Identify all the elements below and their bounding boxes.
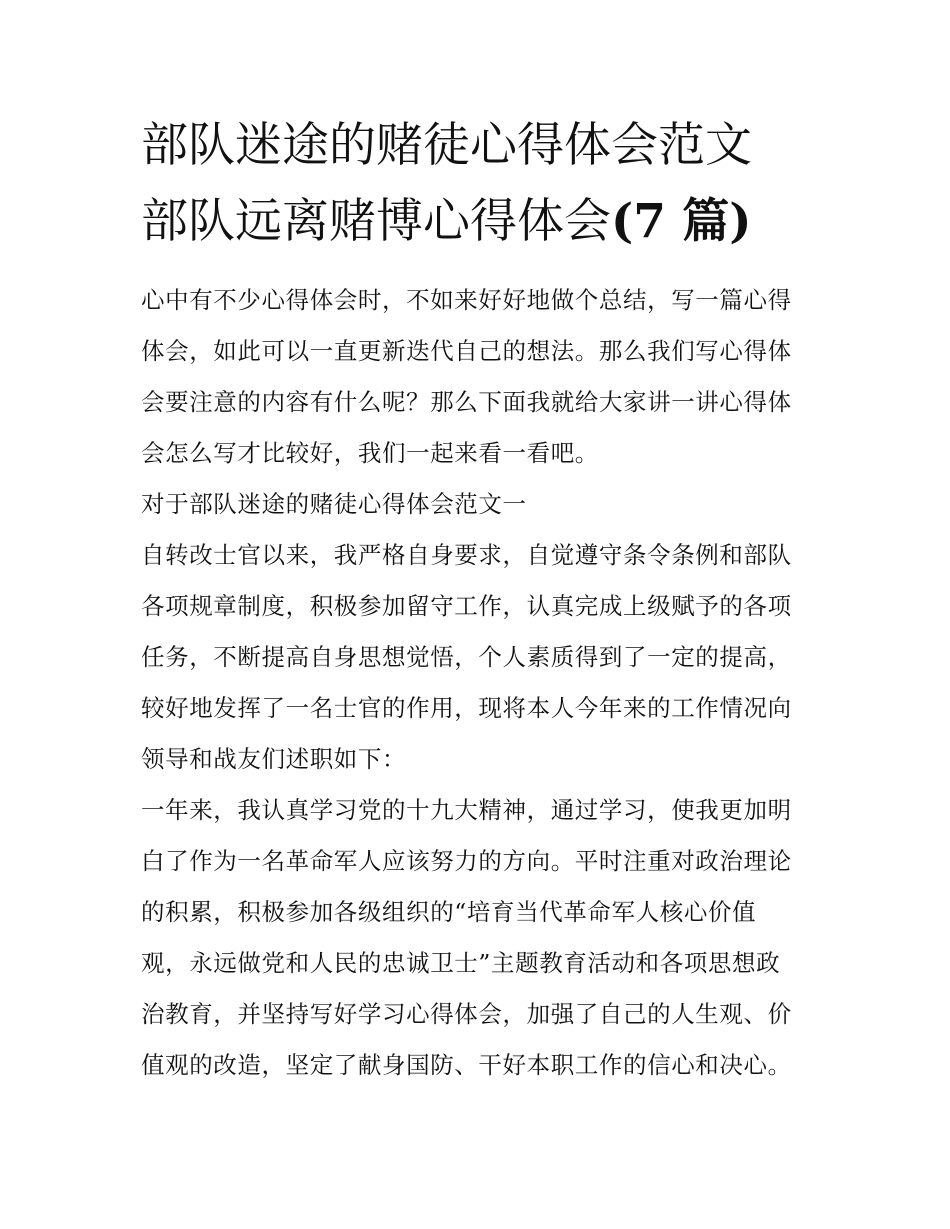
body-line: 会怎么写才比较好，我们一起来看一看吧。 <box>141 439 599 467</box>
body-line: 治教育，并坚持写好学习心得体会，加强了自己的人生观、价 <box>141 1000 792 1028</box>
document-title-line-2 <box>141 194 821 250</box>
body-line: 任务，不断提高自身思想觉悟，个人素质得到了一定的提高， <box>141 643 792 671</box>
body-line: 各项规章制度，积极参加留守工作，认真完成上级赋予的各项 <box>141 592 792 620</box>
body-line: 领导和战友们述职如下： <box>141 745 407 773</box>
title-main-text: 部队远离赌博心得体会 <box>141 194 611 249</box>
body-line: 自转改士官以来，我严格自身要求，自觉遵守条令条例和部队 <box>141 541 792 569</box>
document-title-line-1: 部队迷途的赌徒心得体会范文 <box>141 118 752 173</box>
body-line: 体会，如此可以一直更新迭代自己的想法。那么我们写心得体 <box>141 337 792 365</box>
title-count-suffix: (7 篇) <box>611 194 752 249</box>
section-heading: 对于部队迷途的赌徒心得体会范文一 <box>141 490 527 518</box>
body-line: 一年来，我认真学习党的十九大精神，通过学习，使我更加明 <box>141 796 792 824</box>
body-line: 观，永远做党和人民的忠诚卫士”主题教育活动和各项思想政 <box>141 949 781 977</box>
body-line: 较好地发挥了一名士官的作用，现将本人今年来的工作情况向 <box>141 694 792 722</box>
body-line: 的积累，积极参加各级组织的“培育当代革命军人核心价值 <box>141 898 757 926</box>
body-line: 白了作为一名革命军人应该努力的方向。平时注重对政治理论 <box>141 847 792 875</box>
body-line: 值观的改造，坚定了献身国防、干好本职工作的信心和决心。 <box>141 1051 792 1079</box>
body-line: 会要注意的内容有什么呢？那么下面我就给大家讲一讲心得体 <box>141 388 792 416</box>
body-line: 心中有不少心得体会时，不如来好好地做个总结，写一篇心得 <box>141 286 792 314</box>
